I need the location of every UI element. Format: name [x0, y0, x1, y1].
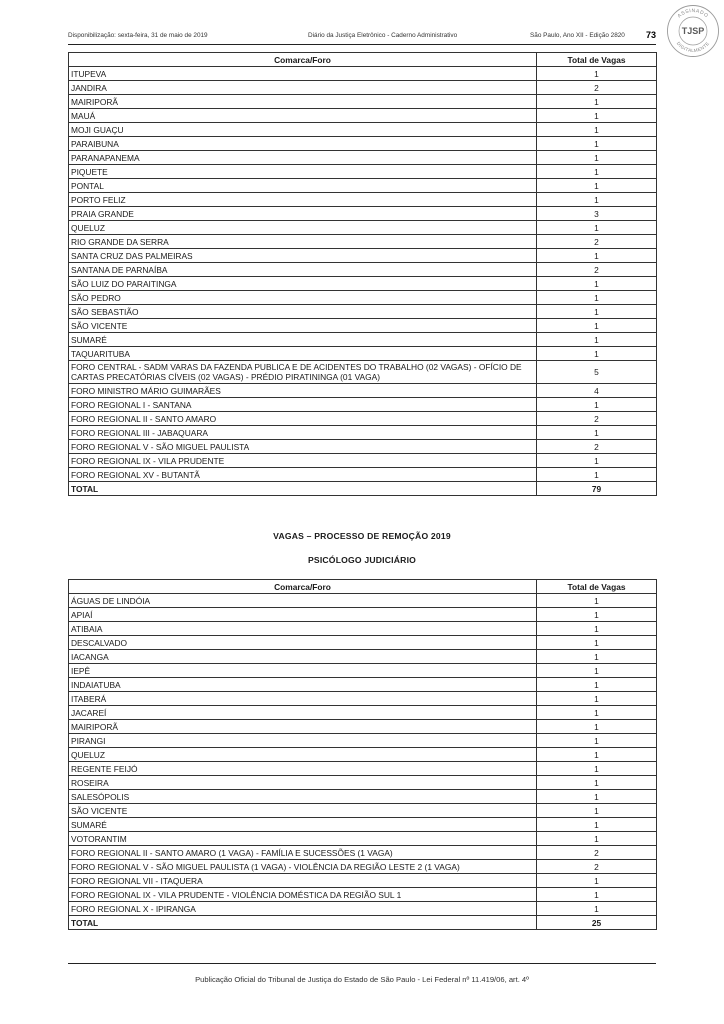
comarca-cell: PARANAPANEMA [69, 151, 537, 165]
table-row [69, 361, 657, 384]
table-row [69, 790, 657, 804]
table-row [69, 137, 657, 151]
table-row [69, 678, 657, 692]
vagas-cell: 2 [537, 263, 657, 277]
vagas-cell: 1 [537, 137, 657, 151]
comarca-cell: PRAIA GRANDE [69, 207, 537, 221]
table-row [69, 165, 657, 179]
vacancies-table-2 [68, 579, 657, 930]
table-row [69, 235, 657, 249]
table-row [69, 347, 657, 361]
comarca-cell: ITABERÁ [69, 692, 537, 706]
comarca-cell: ITUPEVA [69, 67, 537, 81]
comarca-cell: ÁGUAS DE LINDÓIA [69, 594, 537, 608]
table-row [69, 468, 657, 482]
table-row [69, 426, 657, 440]
vagas-cell: 1 [537, 692, 657, 706]
comarca-cell: PORTO FELIZ [69, 193, 537, 207]
vagas-cell: 5 [537, 361, 657, 384]
vagas-cell: 1 [537, 165, 657, 179]
vagas-cell: 2 [537, 860, 657, 874]
column-header-comarca: Comarca/Foro [69, 580, 537, 594]
comarca-cell: QUELUZ [69, 221, 537, 235]
vagas-cell: 1 [537, 221, 657, 235]
table-row [69, 748, 657, 762]
table-row [69, 636, 657, 650]
comarca-cell: MAIRIPORÃ [69, 720, 537, 734]
vagas-cell: 2 [537, 846, 657, 860]
table-row [69, 67, 657, 81]
vagas-cell: 4 [537, 384, 657, 398]
table-row [69, 81, 657, 95]
vagas-cell: 1 [537, 151, 657, 165]
table-row [69, 734, 657, 748]
vagas-cell: 1 [537, 398, 657, 412]
comarca-cell: FORO REGIONAL VII - ITAQUERA [69, 874, 537, 888]
table-row [69, 762, 657, 776]
table-row [69, 860, 657, 874]
tjsp-seal-icon [666, 4, 720, 58]
vagas-cell: 1 [537, 664, 657, 678]
vagas-cell: 1 [537, 123, 657, 137]
comarca-cell: SÃO VICENTE [69, 319, 537, 333]
vagas-cell: 1 [537, 706, 657, 720]
table-header-row [69, 53, 657, 67]
vagas-cell: 1 [537, 748, 657, 762]
table-row [69, 804, 657, 818]
comarca-cell: FORO REGIONAL XV - BUTANTÃ [69, 468, 537, 482]
vagas-cell: 1 [537, 179, 657, 193]
comarca-cell: FORO REGIONAL V - SÃO MIGUEL PAULISTA (1 VAGA) - VIOLÊNCIA DA REGIÃO LESTE 2 (1 VAGA) [69, 860, 537, 874]
column-header-vagas: Total de Vagas [537, 580, 657, 594]
comarca-cell: FORO REGIONAL I - SANTANA [69, 398, 537, 412]
table-row [69, 832, 657, 846]
footer-divider [68, 963, 656, 964]
total-value: 25 [537, 916, 657, 930]
vagas-cell: 1 [537, 67, 657, 81]
comarca-cell: FORO REGIONAL II - SANTO AMARO [69, 412, 537, 426]
total-value: 79 [537, 482, 657, 496]
comarca-cell: PONTAL [69, 179, 537, 193]
vagas-cell: 1 [537, 734, 657, 748]
table-row [69, 776, 657, 790]
vagas-cell: 1 [537, 902, 657, 916]
comarca-cell: RIO GRANDE DA SERRA [69, 235, 537, 249]
vagas-cell: 1 [537, 468, 657, 482]
table-row [69, 193, 657, 207]
table-row [69, 384, 657, 398]
comarca-cell: SANTA CRUZ DAS PALMEIRAS [69, 249, 537, 263]
comarca-cell: SANTANA DE PARNAÍBA [69, 263, 537, 277]
table-row [69, 706, 657, 720]
comarca-cell: SUMARÉ [69, 818, 537, 832]
comarca-cell: FORO CENTRAL - SADM VARAS DA FAZENDA PUBLICA E DE ACIDENTES DO TRABALHO (02 VAGAS) - OFÍCIO DE CARTAS PRECATÓRIAS CÍVEIS (02 VAGAS) - PRÉDIO PIRATININGA (01 VAGA) [69, 361, 537, 384]
comarca-cell: FORO MINISTRO MÁRIO GUIMARÃES [69, 384, 537, 398]
vagas-cell: 2 [537, 81, 657, 95]
comarca-cell: FORO REGIONAL X - IPIRANGA [69, 902, 537, 916]
column-header-vagas: Total de Vagas [537, 53, 657, 67]
section-title: VAGAS – PROCESSO DE REMOÇÃO 2019 [273, 531, 451, 541]
vagas-cell: 1 [537, 594, 657, 608]
comarca-cell: FORO REGIONAL IX - VILA PRUDENTE [69, 454, 537, 468]
comarca-cell: SÃO SEBASTIÃO [69, 305, 537, 319]
table-row [69, 692, 657, 706]
table-row [69, 608, 657, 622]
vagas-cell: 1 [537, 291, 657, 305]
total-row [69, 482, 657, 496]
comarca-cell: SALESÓPOLIS [69, 790, 537, 804]
vagas-cell: 1 [537, 193, 657, 207]
table-row [69, 123, 657, 137]
vagas-cell: 2 [537, 440, 657, 454]
table-row [69, 902, 657, 916]
vagas-cell: 1 [537, 319, 657, 333]
svg-text:ASSINADO [677, 8, 710, 19]
table-row [69, 594, 657, 608]
seal-top-text: ASSINADO [676, 7, 710, 20]
vagas-cell: 3 [537, 207, 657, 221]
total-label: TOTAL [69, 482, 537, 496]
vagas-cell: 1 [537, 277, 657, 291]
table-row [69, 95, 657, 109]
page-number: 73 [646, 30, 657, 40]
vagas-cell: 1 [537, 454, 657, 468]
table-row [69, 454, 657, 468]
vagas-cell: 1 [537, 720, 657, 734]
page-footer: Publicação Oficial do Tribunal de Justiça do Estado de São Paulo - Lei Federal nº 11.419/06, art. 4º [195, 975, 529, 984]
availability-date: Disponibilização: sexta-feira, 31 de maio de 2019 [68, 32, 208, 39]
comarca-cell: INDAIATUBA [69, 678, 537, 692]
vagas-cell: 1 [537, 636, 657, 650]
vagas-cell: 1 [537, 678, 657, 692]
table-row [69, 179, 657, 193]
total-row [69, 916, 657, 930]
vacancies-table-1 [68, 52, 657, 496]
vagas-cell: 1 [537, 249, 657, 263]
table-row [69, 720, 657, 734]
journal-name: Diário da Justiça Eletrônico - Caderno Administrativo [308, 32, 458, 39]
comarca-cell: SUMARÉ [69, 333, 537, 347]
table-row [69, 664, 657, 678]
table-row [69, 207, 657, 221]
vagas-cell: 1 [537, 776, 657, 790]
table-row [69, 888, 657, 902]
comarca-cell: JACAREÍ [69, 706, 537, 720]
seal-center-text: TJSP [681, 26, 705, 36]
comarca-cell: SÃO LUIZ DO PARAITINGA [69, 277, 537, 291]
table-row [69, 440, 657, 454]
vagas-cell: 1 [537, 874, 657, 888]
vagas-cell: 1 [537, 608, 657, 622]
page-header [68, 30, 656, 44]
comarca-cell: SÃO VICENTE [69, 804, 537, 818]
vagas-cell: 1 [537, 109, 657, 123]
header-divider [68, 44, 656, 45]
comarca-cell: REGENTE FEIJÓ [69, 762, 537, 776]
vagas-cell: 1 [537, 622, 657, 636]
table-row [69, 151, 657, 165]
table-row [69, 846, 657, 860]
table-row [69, 305, 657, 319]
seal-bottom-text: DIGITALMENTE [675, 40, 711, 54]
table-row [69, 650, 657, 664]
comarca-cell: DESCALVADO [69, 636, 537, 650]
vagas-cell: 1 [537, 333, 657, 347]
comarca-cell: ROSEIRA [69, 776, 537, 790]
vagas-cell: 1 [537, 305, 657, 319]
comarca-cell: FORO REGIONAL III - JABAQUARA [69, 426, 537, 440]
vagas-cell: 1 [537, 347, 657, 361]
vagas-cell: 1 [537, 804, 657, 818]
vagas-cell: 1 [537, 650, 657, 664]
table-row [69, 291, 657, 305]
vagas-cell: 1 [537, 95, 657, 109]
comarca-cell: JANDIRA [69, 81, 537, 95]
vagas-cell: 2 [537, 235, 657, 249]
column-header-comarca: Comarca/Foro [69, 53, 537, 67]
table-row [69, 412, 657, 426]
comarca-cell: SÃO PEDRO [69, 291, 537, 305]
comarca-cell: TAQUARITUBA [69, 347, 537, 361]
comarca-cell: IACANGA [69, 650, 537, 664]
svg-text:DIGITALMENTE [676, 41, 711, 53]
table-row [69, 874, 657, 888]
comarca-cell: MOJI GUAÇU [69, 123, 537, 137]
vagas-cell: 1 [537, 426, 657, 440]
comarca-cell: FORO REGIONAL V - SÃO MIGUEL PAULISTA [69, 440, 537, 454]
table-row [69, 333, 657, 347]
comarca-cell: IEPÊ [69, 664, 537, 678]
total-label: TOTAL [69, 916, 537, 930]
section-subtitle: PSICÓLOGO JUDICIÁRIO [307, 555, 417, 565]
comarca-cell: MAUÁ [69, 109, 537, 123]
table-row [69, 277, 657, 291]
table-row [69, 109, 657, 123]
vagas-cell: 1 [537, 888, 657, 902]
table-row [69, 398, 657, 412]
comarca-cell: PIRANGI [69, 734, 537, 748]
comarca-cell: PARAIBUNA [69, 137, 537, 151]
table-row [69, 818, 657, 832]
table-row [69, 263, 657, 277]
table-row [69, 221, 657, 235]
vagas-cell: 2 [537, 412, 657, 426]
comarca-cell: PIQUETE [69, 165, 537, 179]
comarca-cell: FORO REGIONAL II - SANTO AMARO (1 VAGA) - FAMÍLIA E SUCESSÕES (1 VAGA) [69, 846, 537, 860]
vagas-cell: 1 [537, 790, 657, 804]
comarca-cell: ATIBAIA [69, 622, 537, 636]
comarca-cell: VOTORANTIM [69, 832, 537, 846]
vagas-cell: 1 [537, 762, 657, 776]
table-row [69, 319, 657, 333]
comarca-cell: APIAÍ [69, 608, 537, 622]
comarca-cell: QUELUZ [69, 748, 537, 762]
comarca-cell: FORO REGIONAL IX - VILA PRUDENTE - VIOLÊNCIA DOMÉSTICA DA REGIÃO SUL 1 [69, 888, 537, 902]
edition-info: São Paulo, Ano XII - Edição 2820 [530, 32, 625, 39]
table-header-row [69, 580, 657, 594]
table-row [69, 249, 657, 263]
table-row [69, 622, 657, 636]
comarca-cell: MAIRIPORÃ [69, 95, 537, 109]
vagas-cell: 1 [537, 832, 657, 846]
vagas-cell: 1 [537, 818, 657, 832]
